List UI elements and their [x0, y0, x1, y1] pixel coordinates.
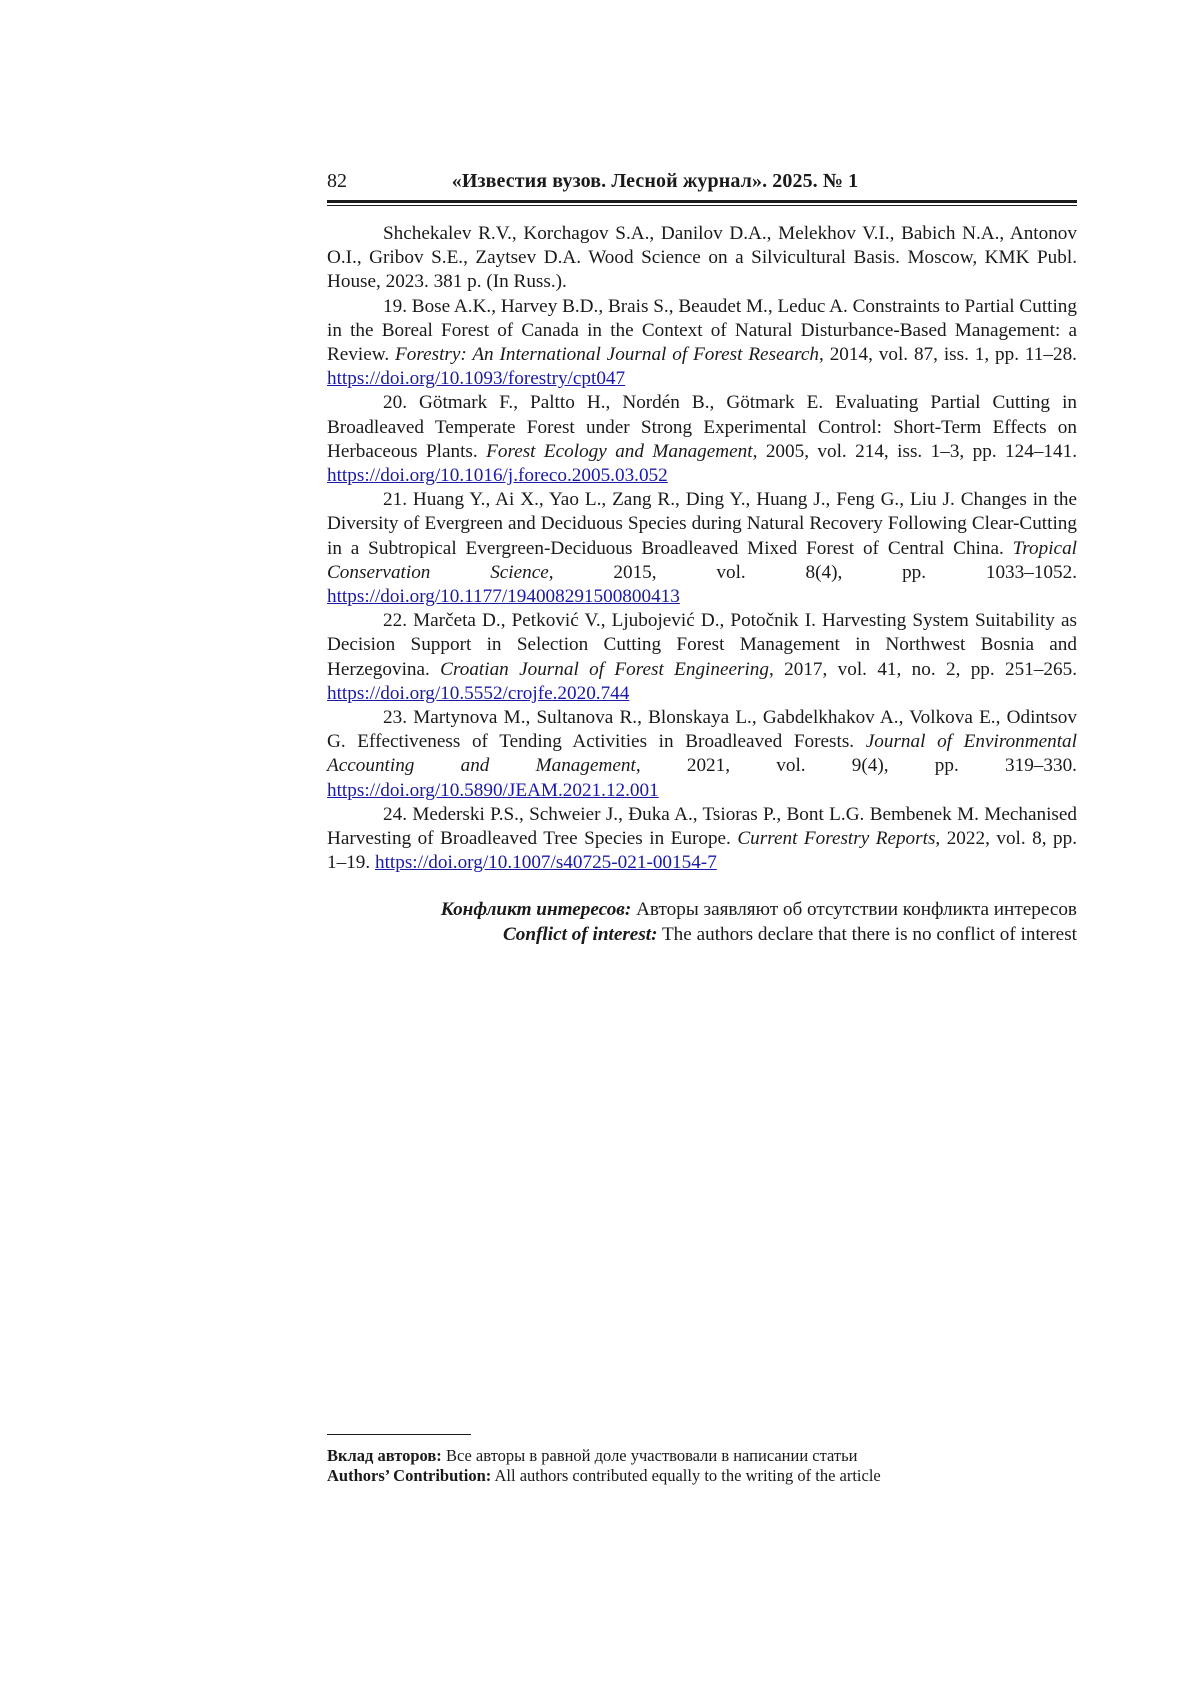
header-rule-thin — [327, 205, 1077, 206]
page-content — [327, 170, 1077, 947]
journal-title: «Известия вузов. Лесной журнал». 2025. № 1 — [451, 170, 859, 192]
journal-name: Croatian Journal of Forest Engineering — [440, 658, 769, 680]
doi-link[interactable]: https://doi.org/10.1177/194008291500800413 — [327, 586, 680, 608]
doi-link[interactable]: https://doi.org/10.1093/forestry/cpt047 — [327, 368, 626, 390]
doi-link[interactable]: https://doi.org/10.5890/JEAM.2021.12.001 — [327, 779, 659, 801]
reference-item: 22. Marčeta D., Petković V., Ljubojević D., Potočnik I. Harvesting System Suitability as Decision Support in Selection Cutting Forest Management in Northwest Bosnia and Herzegovina. Croatian Journal of Forest Engineering, 2017, vol. 41, no. 2, pp. 251–265. https://doi.org/10.5552/crojfe.2020.744 — [327, 610, 1077, 704]
reference-item: 24. Mederski P.S., Schweier J., Đuka A., Tsioras P., Bont L.G. Bembenek M. Mechanised Harvesting of Broadleaved Tree Species in Europe. Current Forestry Reports, 2022, vol. 8, pp. 1–19. https://doi.org/10.1007/s40725-021-00154-7 — [327, 803, 1077, 874]
journal-name: Journal of Environmental Accounting and Management — [327, 731, 1077, 777]
authors-contribution-footnote — [327, 1446, 1077, 1486]
journal-name: Forestry: An International Journal of Forest Research — [395, 344, 820, 366]
conflict-ru: Конфликт интересов: Авторы заявляют об отсутствии конфликта интересов — [440, 899, 1077, 921]
journal-name: Tropical Conservation Science — [327, 537, 1077, 583]
reference-item: 20. Götmark F., Paltto H., Nordén B., Götmark E. Evaluating Partial Cutting in Broadleaved Temperate Forest under Strong Experimental Control: Short-Term Effects on Herbaceous Plants. Forest Ecology and Management, 2005, vol. 214, iss. 1–3, pp. 124–141. https://doi.org/10.1016/j.foreco.2005.03.052 — [327, 392, 1077, 487]
reference-item: Shchekalev R.V., Korchagov S.A., Danilov D.A., Melekhov V.I., Babich N.A., Antonov O.I., Gribov S.E., Zaytsev D.A. Wood Science on a Silvicultural Basis. Moscow, KMK Publ. House, 2023. 381 p. (In Russ.). — [327, 223, 1077, 293]
contribution-ru: Вклад авторов: Все авторы в равной доле участвовали в написании статьи — [327, 1446, 858, 1465]
reference-item: 21. Huang Y., Ai X., Yao L., Zang R., Ding Y., Huang J., Feng G., Liu J. Changes in the Diversity of Evergreen and Deciduous Species during Natural Recovery Following Clear-Cutting in a Subtropical Evergreen-Deciduous Broadleaved Mixed Forest of Central China. Tropical Conservation Science, 2015, vol. 8(4), pp. 1033–1052. https://doi.org/10.1177/194008291500800413 — [327, 489, 1077, 608]
doi-link[interactable]: https://doi.org/10.1007/s40725-021-00154-7 — [374, 852, 717, 874]
journal-name: Current Forestry Reports — [737, 828, 936, 850]
journal-name: Forest Ecology and Management — [486, 440, 753, 462]
doi-link[interactable]: https://doi.org/10.5552/crojfe.2020.744 — [327, 682, 630, 704]
conflict-of-interest — [327, 897, 1077, 947]
conflict-en: Conflict of interest: The authors declare that there is no conflict of interest — [502, 924, 1077, 946]
header-rule-thick — [327, 200, 1077, 203]
reference-item: 23. Martynova M., Sultanova R., Blonskaya L., Gabdelkhakov A., Volkova E., Odintsov G. Effectiveness of Tending Activities in Broadleaved Forests. Journal of Environmental Accounting and Management, 2021, vol. 9(4), pp. 319–330. https://doi.org/10.5890/JEAM.2021.12.001 — [327, 707, 1077, 801]
footnote-rule — [327, 1434, 471, 1435]
reference-item: 19. Bose A.K., Harvey B.D., Brais S., Beaudet M., Leduc A. Constraints to Partial Cutting in the Boreal Forest of Canada in the Context of Natural Disturbance-Based Management: a Review. Forestry: An International Journal of Forest Research, 2014, vol. 87, iss. 1, pp. 11–28. https://doi.org/10.1093/forestry/cpt047 — [327, 295, 1077, 390]
page-number: 82 — [327, 170, 347, 192]
doi-link[interactable]: https://doi.org/10.1016/j.foreco.2005.03.052 — [327, 465, 668, 487]
running-header — [327, 170, 1077, 196]
contribution-en: Authors’ Contribution: All authors contributed equally to the writing of the article — [327, 1466, 881, 1485]
reference-list — [327, 222, 1077, 875]
